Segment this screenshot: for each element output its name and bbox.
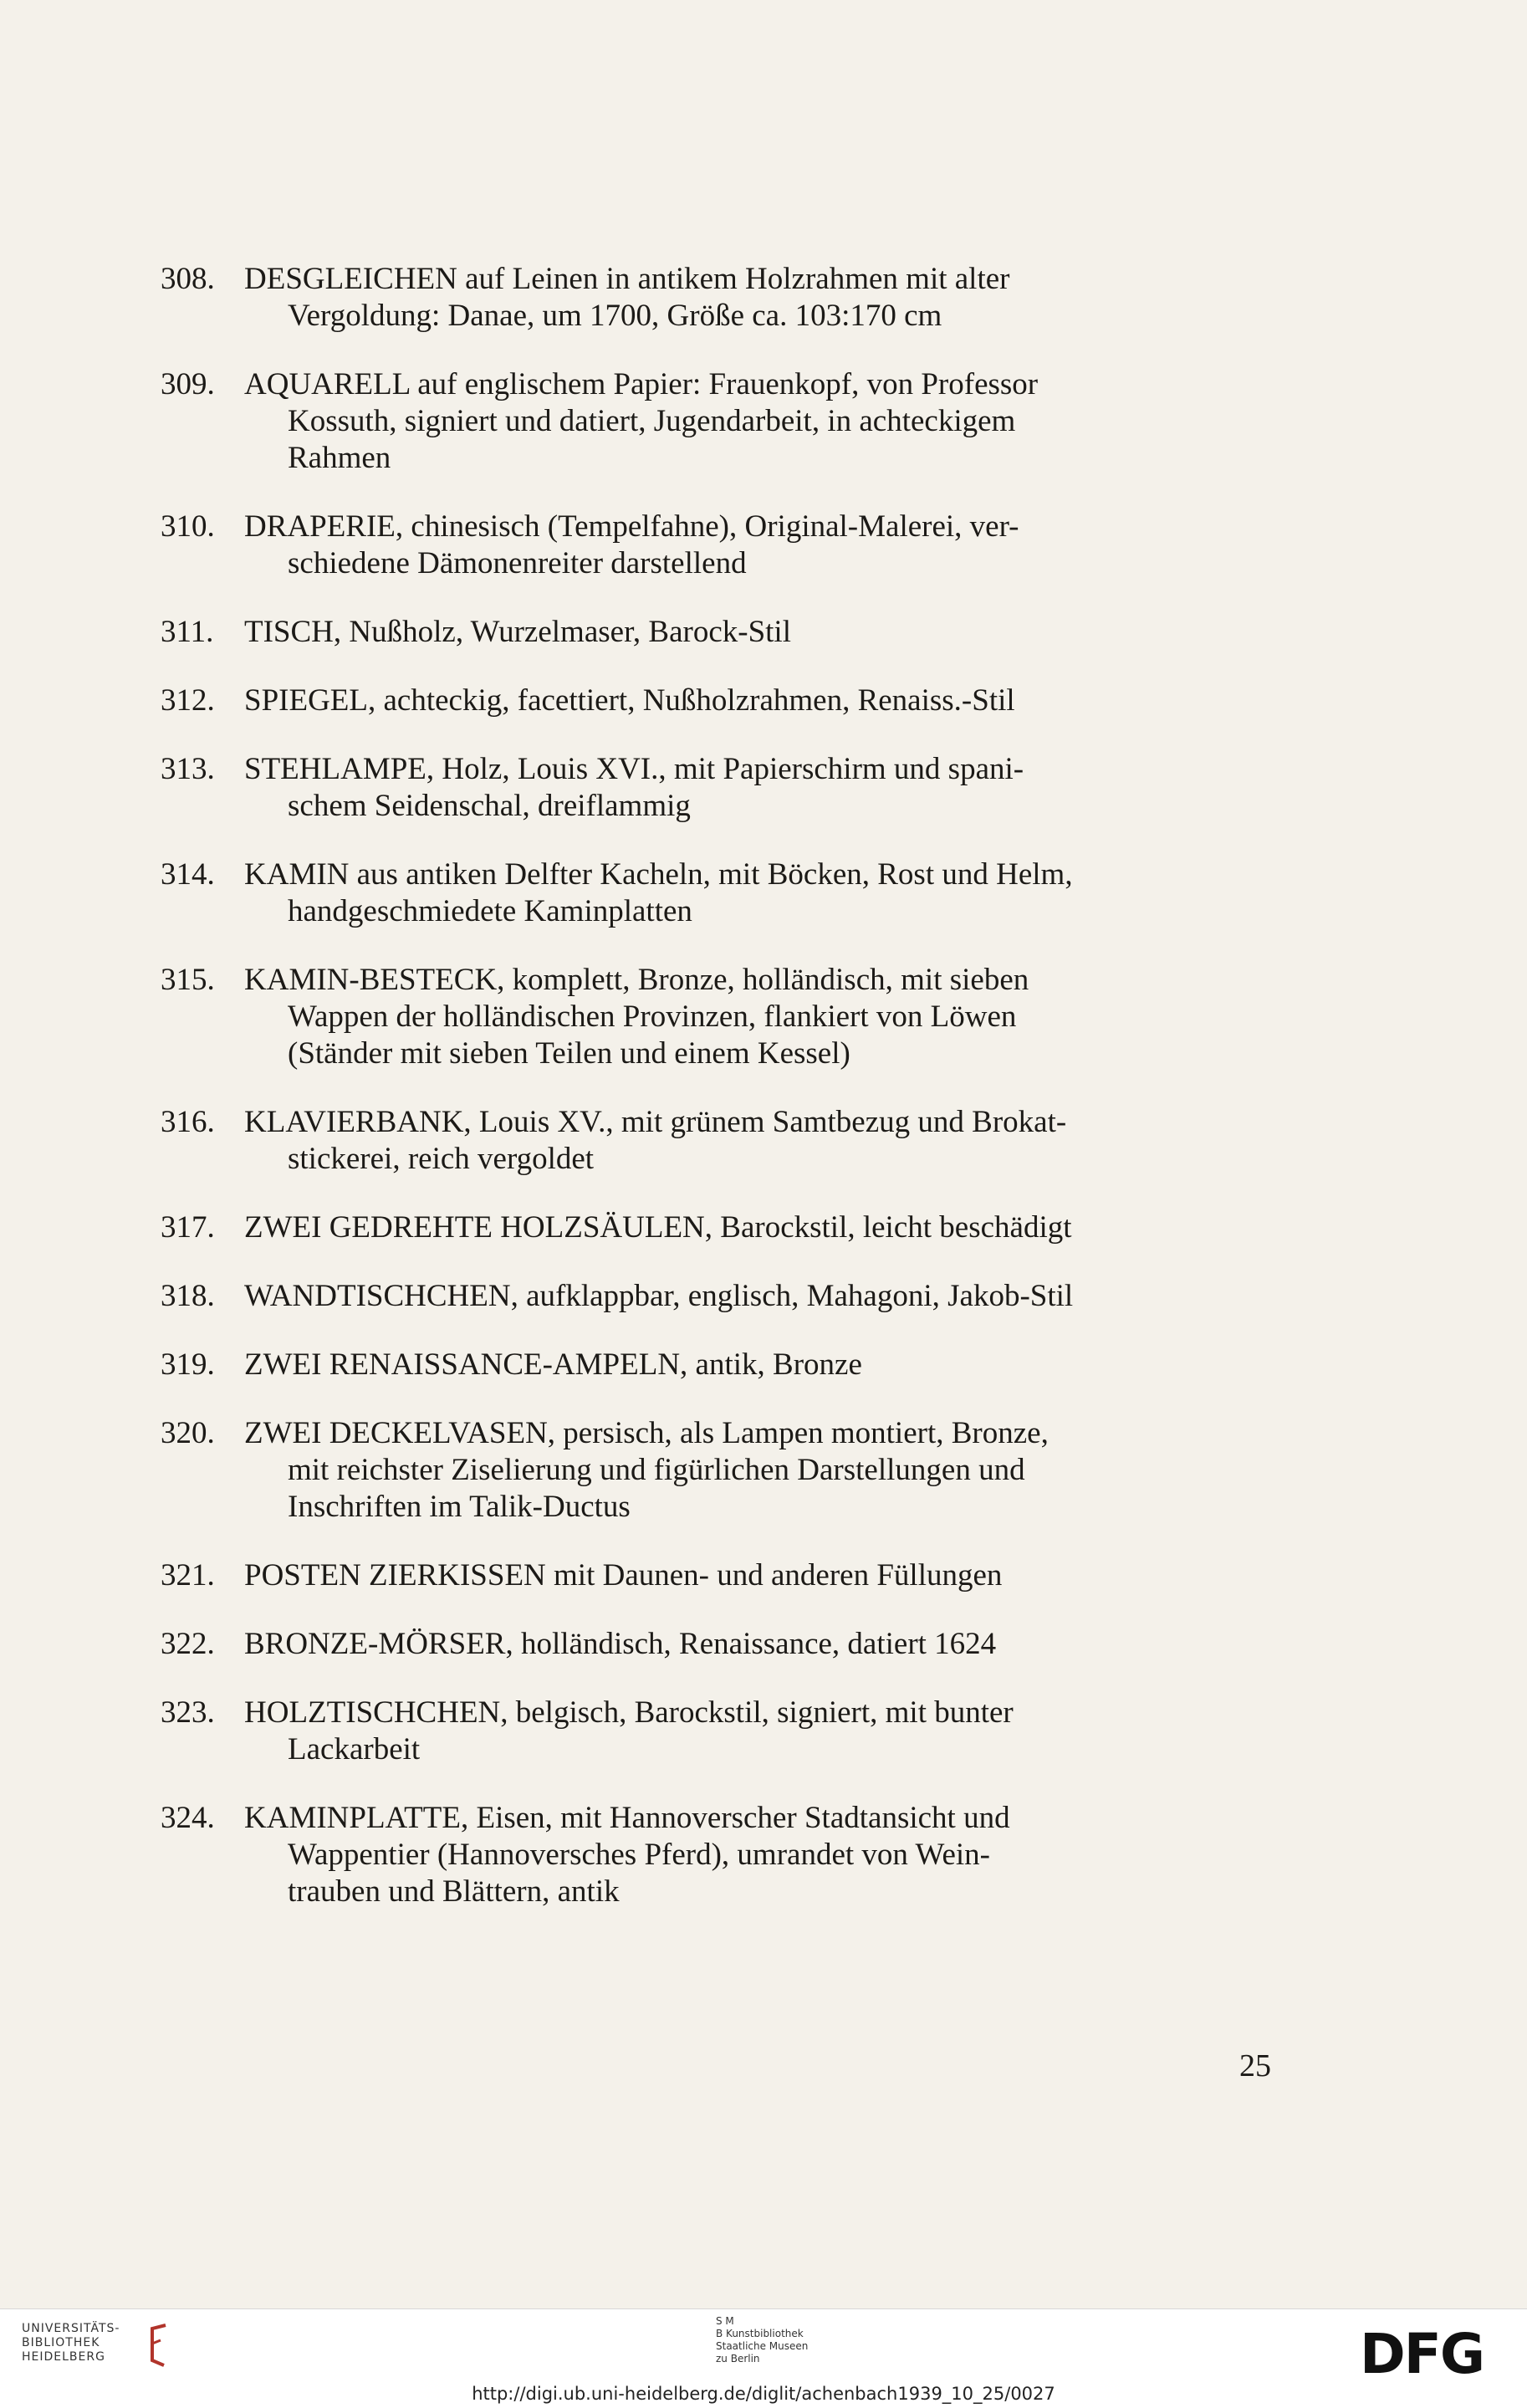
catalog-entry — [161, 1695, 1269, 1768]
entry-number: 322. — [161, 1627, 215, 1661]
entry-line: SPIEGEL, achteckig, facettiert, Nußholzrahmen, Renaiss.-Stil — [244, 683, 1015, 718]
university-library-label[interactable] — [22, 2322, 120, 2365]
catalog-entry — [161, 1626, 1269, 1663]
entry-line: DESGLEICHEN auf Leinen in antikem Holzrahmen mit alter — [244, 262, 1010, 296]
entry-line: DRAPERIE, chinesisch (Tempelfahne), Original-Malerei, ver- — [244, 509, 1019, 544]
catalog-entry — [161, 366, 1269, 477]
entry-line: ZWEI RENAISSANCE-AMPELN, antik, Bronze — [244, 1347, 862, 1382]
entry-number: 323. — [161, 1695, 215, 1730]
smb-line: B Kunstbibliothek — [716, 2328, 804, 2339]
entry-line: Vergoldung: Danae, um 1700, Größe ca. 103:170 cm — [288, 299, 942, 333]
entry-line: ZWEI GEDREHTE HOLZSÄULEN, Barockstil, leicht beschädigt — [244, 1210, 1072, 1245]
entry-line: KAMIN aus antiken Delfter Kacheln, mit Böcken, Rost und Helm, — [244, 857, 1073, 892]
entry-line: trauben und Blättern, antik — [288, 1874, 620, 1909]
university-line: HEIDELBERG — [22, 2350, 105, 2364]
entry-line: Lackarbeit — [288, 1732, 421, 1766]
entry-line: mit reichster Ziselierung und figürlichen Darstellungen und — [288, 1453, 1025, 1487]
entry-line: schiedene Dämonenreiter darstellend — [288, 546, 747, 580]
entry-text — [244, 1415, 1269, 1526]
entry-line: POSTEN ZIERKISSEN mit Daunen- und anderen Füllungen — [244, 1558, 1003, 1593]
entry-text — [244, 962, 1269, 1072]
entry-line: KAMINPLATTE, Eisen, mit Hannoverscher Stadtansicht und — [244, 1801, 1010, 1835]
entry-line: HOLZTISCHCHEN, belgisch, Barockstil, signiert, mit bunter — [244, 1695, 1014, 1730]
entry-text — [244, 1209, 1269, 1246]
catalog-entry — [161, 751, 1269, 825]
catalog-entry — [161, 1557, 1269, 1594]
entry-line: schem Seidenschal, dreiflammig — [288, 789, 691, 823]
smb-line: Staatliche Museen — [716, 2340, 809, 2352]
entry-text — [244, 856, 1269, 930]
smb-line: zu Berlin — [716, 2353, 760, 2365]
entry-text — [244, 1695, 1269, 1768]
catalog-entry — [161, 261, 1269, 335]
page-number: 25 — [1239, 2048, 1271, 2083]
entry-line: KAMIN-BESTECK, komplett, Bronze, holländisch, mit sieben — [244, 963, 1029, 997]
entry-line: AQUARELL auf englischem Papier: Frauenkopf, von Professor — [244, 367, 1039, 401]
entry-line: (Ständer mit sieben Teilen und einem Kessel) — [288, 1036, 850, 1071]
dfg-logo[interactable]: DFG — [1360, 2322, 1484, 2386]
entry-text — [244, 1347, 1269, 1383]
entry-text — [244, 509, 1269, 582]
university-logo-icon — [144, 2322, 169, 2369]
entry-number: 310. — [161, 509, 215, 544]
entry-line: Kossuth, signiert und datiert, Jugendarbeit, in achteckigem — [288, 404, 1016, 438]
entry-text — [244, 1557, 1269, 1594]
smb-logo[interactable] — [716, 2315, 808, 2365]
entry-line: Inschriften im Talik-Ductus — [288, 1490, 631, 1524]
entry-number: 324. — [161, 1801, 215, 1835]
entry-number: 315. — [161, 963, 215, 997]
entry-line: Wappentier (Hannoversches Pferd), umrandet von Wein- — [288, 1838, 990, 1872]
catalog-entry — [161, 856, 1269, 930]
entry-line: TISCH, Nußholz, Wurzelmaser, Barock-Stil — [244, 615, 791, 649]
catalog-entry — [161, 1104, 1269, 1178]
smb-line: S M — [716, 2315, 734, 2327]
entry-number: 319. — [161, 1347, 215, 1382]
catalog-entries — [161, 261, 1269, 1942]
entry-number: 317. — [161, 1210, 215, 1245]
entry-text — [244, 1278, 1269, 1315]
entry-number: 311. — [161, 615, 214, 649]
entry-line: BRONZE-MÖRSER, holländisch, Renaissance, datiert 1624 — [244, 1627, 997, 1661]
catalog-entry — [161, 614, 1269, 651]
entry-number: 312. — [161, 683, 215, 718]
catalog-entry — [161, 509, 1269, 582]
entry-line: Wappen der holländischen Provinzen, flankiert von Löwen — [288, 999, 1017, 1034]
entry-text — [244, 1800, 1269, 1910]
catalog-entry — [161, 683, 1269, 719]
entry-number: 309. — [161, 367, 215, 401]
entry-line: handgeschmiedete Kaminplatten — [288, 894, 692, 928]
entry-text — [244, 261, 1269, 335]
catalog-entry — [161, 1347, 1269, 1383]
source-url-link[interactable]: http://digi.ub.uni-heidelberg.de/diglit/achenbach1939_10_25/0027 — [472, 2384, 1055, 2404]
entry-number: 320. — [161, 1416, 215, 1450]
university-line: BIBLIOTHEK — [22, 2336, 100, 2349]
catalog-entry — [161, 1278, 1269, 1315]
entry-text — [244, 683, 1269, 719]
entry-number: 314. — [161, 857, 215, 892]
catalog-entry — [161, 1800, 1269, 1910]
entry-number: 313. — [161, 752, 215, 786]
entry-text — [244, 366, 1269, 477]
entry-line: Rahmen — [288, 441, 391, 475]
catalog-entry — [161, 1415, 1269, 1526]
entry-text — [244, 751, 1269, 825]
entry-number: 318. — [161, 1279, 215, 1313]
entry-number: 308. — [161, 262, 215, 296]
entry-text — [244, 1104, 1269, 1178]
entry-line: STEHLAMPE, Holz, Louis XVI., mit Papierschirm und spani- — [244, 752, 1024, 786]
catalog-entry — [161, 962, 1269, 1072]
entry-line: WANDTISCHCHEN, aufklappbar, englisch, Mahagoni, Jakob-Stil — [244, 1279, 1074, 1313]
entry-line: ZWEI DECKELVASEN, persisch, als Lampen montiert, Bronze, — [244, 1416, 1049, 1450]
entry-number: 316. — [161, 1105, 215, 1139]
entry-text — [244, 614, 1269, 651]
entry-text — [244, 1626, 1269, 1663]
entry-line: stickerei, reich vergoldet — [288, 1142, 595, 1176]
entry-line: KLAVIERBANK, Louis XV., mit grünem Samtbezug und Brokat- — [244, 1105, 1067, 1139]
university-line: UNIVERSITÄTS- — [22, 2322, 120, 2335]
entry-number: 321. — [161, 1558, 215, 1593]
catalog-entry — [161, 1209, 1269, 1246]
